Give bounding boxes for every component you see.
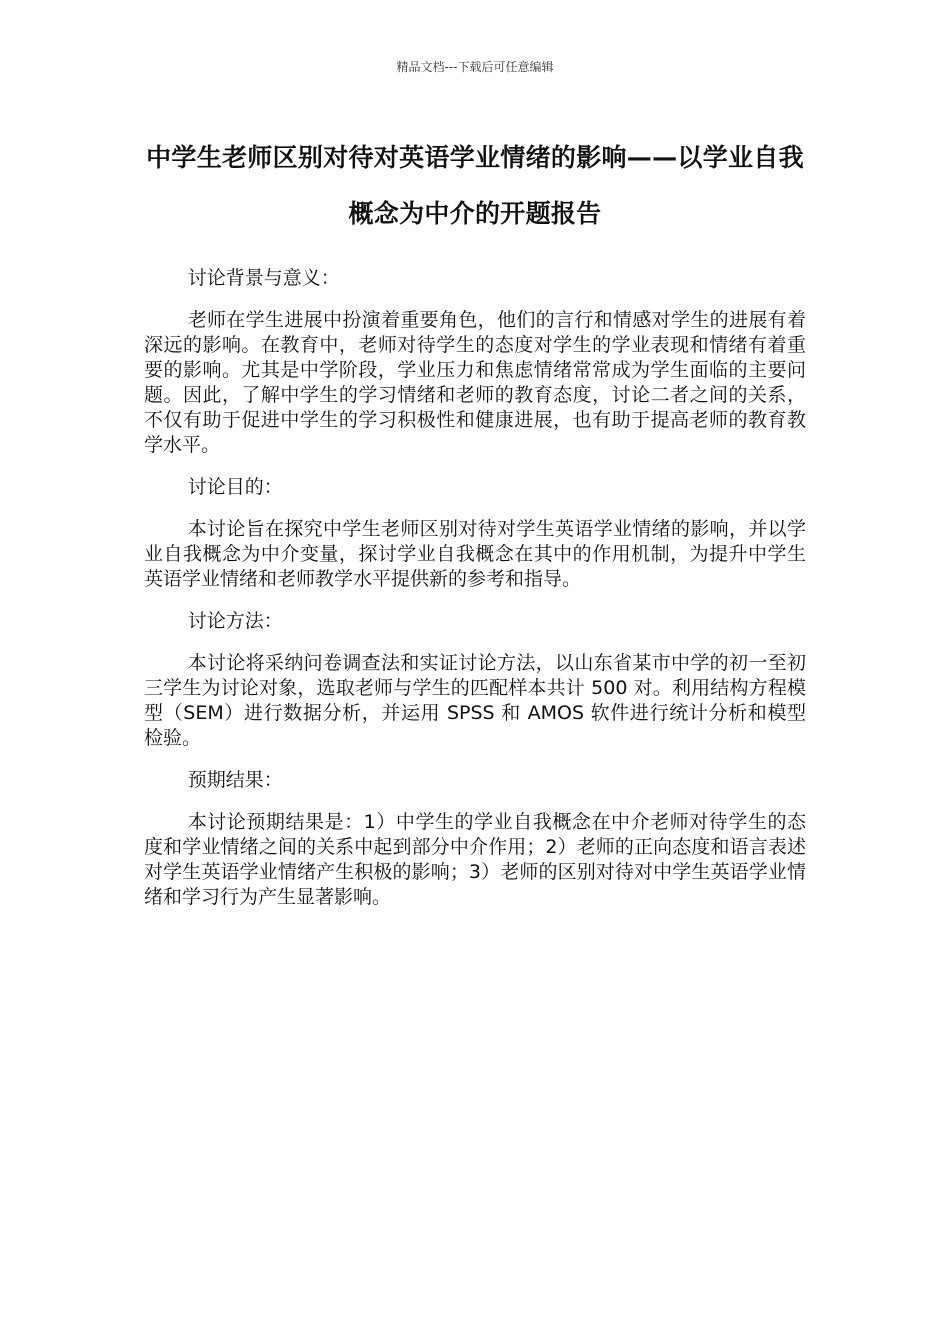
section-heading: 讨论目的： bbox=[187, 476, 283, 498]
document-title: 中学生老师区别对待对英语学业情绪的影响——以学业自我概念为中介的开题报告 bbox=[146, 143, 804, 228]
section-purpose bbox=[144, 475, 806, 592]
section-paragraph: 本讨论旨在探究中学生老师区别对待对学生英语学业情绪的影响，并以学业自我概念为中介变量，探讨学业自我概念在其中的作用机制，为提升中学生英语学业情绪和老师教学水平提供新的参考和指导。 bbox=[144, 518, 806, 590]
section-paragraph: 老师在学生进展中扮演着重要角色，他们的言行和情感对学生的进展有着深远的影响。在教育中，老师对待学生的态度对学生的学业表现和情绪有着重要的影响。尤其是中学阶段，学业压力和焦虑情绪常常成为学生面临的主要问题。因此，了解中学生的学习情绪和老师的教育态度，讨论二者之间的关系，不仅有助于促进中学生的学习积极性和健康进展，也有助于提高老师的教育教学水平。 bbox=[144, 309, 806, 456]
section-paragraph: 本讨论将采纳问卷调查法和实证讨论方法，以山东省某市中学的初一至初三学生为讨论对象，选取老师与学生的匹配样本共计 500 对。利用结构方程模型（SEM）进行数据分析，并运用 SPSS 和 AMOS 软件进行统计分析和模型检验。 bbox=[144, 652, 806, 749]
page-header-note: 精品文档---下载后可任意编辑 bbox=[396, 60, 554, 74]
document-body bbox=[144, 266, 806, 927]
section-background bbox=[144, 266, 806, 458]
section-expected-results bbox=[144, 768, 806, 910]
section-heading: 预期结果： bbox=[187, 769, 283, 791]
section-heading: 讨论方法： bbox=[187, 610, 283, 632]
section-paragraph: 本讨论预期结果是：1）中学生的学业自我概念在中介老师对待学生的态度和学业情绪之间的关系中起到部分中介作用；2）老师的正向态度和语言表述对学生英语学业情绪产生积极的影响；3）老师的区别对待对中学生英语学业情绪和学习行为产生显著影响。 bbox=[144, 811, 806, 908]
section-method bbox=[144, 609, 806, 751]
section-heading: 讨论背景与意义： bbox=[187, 267, 340, 289]
